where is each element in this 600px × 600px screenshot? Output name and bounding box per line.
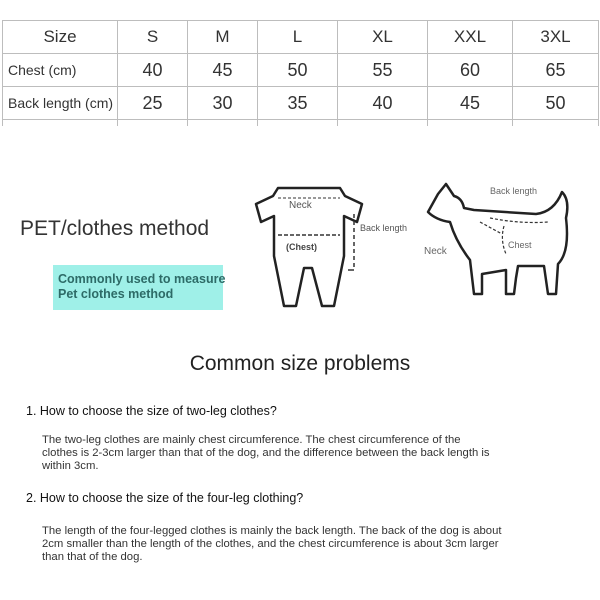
dog-silhouette	[428, 184, 567, 294]
table-header-row	[3, 21, 599, 54]
table-header-cell: XL	[338, 21, 428, 54]
faq-heading: Common size problems	[189, 352, 411, 375]
measure-note-badge	[53, 265, 226, 310]
row-label-back-length: Back length (cm)	[3, 87, 118, 120]
faq-answer	[42, 434, 542, 473]
answer-line: The length of the four-legged clothes is mainly the back length. The back of the dog is about	[42, 525, 502, 537]
dog-chest-label: Chest	[508, 240, 532, 250]
size-chart-table	[2, 20, 599, 126]
dog-neck-dashed-line	[480, 222, 502, 234]
table-header-cell: 3XL	[513, 21, 599, 54]
table-header-cell: M	[188, 21, 258, 54]
table-cell: 45	[188, 54, 258, 87]
table-cell: 30	[188, 87, 258, 120]
dog-chest-dashed-line	[502, 226, 506, 254]
table-row	[3, 87, 599, 120]
dog-back-dashed-line	[490, 218, 548, 223]
neck-label: Neck	[289, 200, 312, 211]
table-cell: 45	[428, 87, 513, 120]
answer-line: clothes is 2-3cm larger than that of the dog, and the difference between the back length is	[42, 447, 490, 459]
dog-measure-diagram	[420, 178, 598, 303]
table-header-cell: Size	[3, 21, 118, 54]
table-row-cutoff	[3, 120, 599, 127]
note-line: Pet clothes method	[58, 287, 174, 301]
table-cell: 60	[428, 54, 513, 87]
dog-back-length-label: Back length	[490, 186, 538, 196]
table-cell: 50	[513, 87, 599, 120]
row-label-chest: Chest (cm)	[3, 54, 118, 87]
table-cell: 65	[513, 54, 599, 87]
faq-question: 1. How to choose the size of two-leg clothes?	[26, 404, 277, 418]
table-cell: 40	[338, 87, 428, 120]
table-cell: 25	[118, 87, 188, 120]
table-cell: 55	[338, 54, 428, 87]
clothes-measure-diagram	[240, 178, 430, 313]
answer-line: within 3cm.	[42, 460, 99, 472]
faq-question: 2. How to choose the size of the four-leg clothing?	[26, 491, 304, 505]
dog-neck-label: Neck	[424, 246, 447, 257]
table-header-cell: XXL	[428, 21, 513, 54]
answer-line: 2cm smaller than the length of the clothes, and the chest circumference is about 3cm larger	[42, 538, 499, 550]
table-header-cell: S	[118, 21, 188, 54]
answer-line: The two-leg clothes are mainly chest circumference. The chest circumference of the	[42, 434, 461, 446]
chest-label: (Chest)	[286, 242, 317, 252]
answer-line: than that of the dog.	[42, 551, 143, 563]
table-cell: 35	[258, 87, 338, 120]
table-cell: 40	[118, 54, 188, 87]
table-row	[3, 54, 599, 87]
note-line: Commonly used to measure	[58, 272, 226, 286]
table-header-cell: L	[258, 21, 338, 54]
faq-answer	[42, 525, 542, 564]
method-title: PET/clothes method	[20, 217, 210, 240]
back-length-label: Back length	[360, 223, 408, 233]
table-cell: 50	[258, 54, 338, 87]
